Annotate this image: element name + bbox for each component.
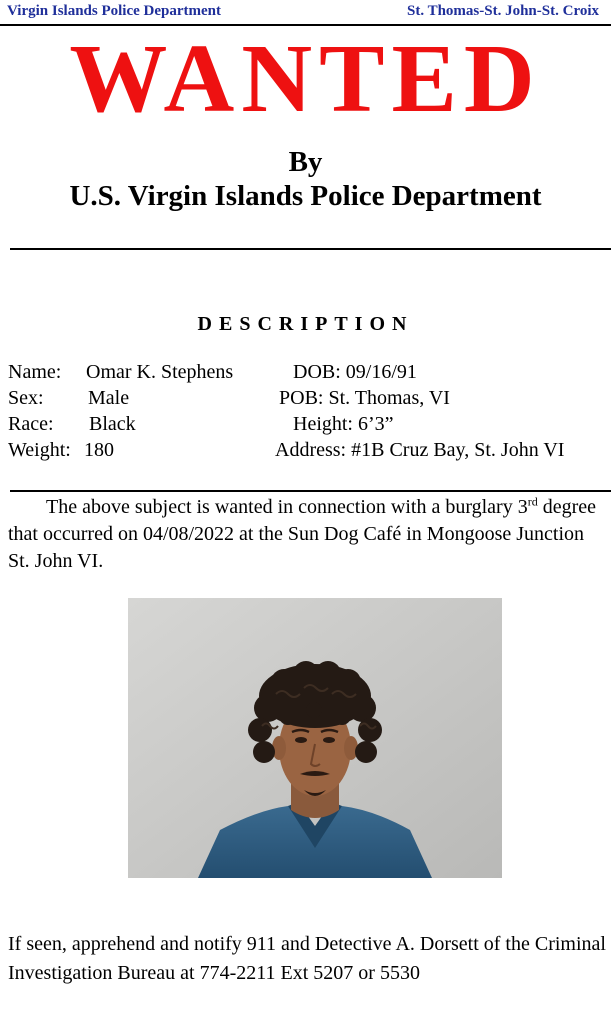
address-label: Address:	[275, 439, 347, 461]
divider-middle	[10, 490, 611, 492]
name-label: Name:	[8, 361, 62, 383]
race-value: Black	[89, 413, 136, 435]
department-name: U.S. Virgin Islands Police Department	[69, 180, 542, 212]
name-value: Omar K. Stephens	[86, 361, 234, 383]
description-heading: DESCRIPTION	[197, 313, 414, 335]
address-value: #1B Cruz Bay, St. John VI	[351, 439, 565, 461]
height-field	[293, 413, 394, 436]
narrative-paragraph	[8, 494, 608, 575]
by-line: By	[288, 146, 323, 178]
notify-instructions: If seen, apprehend and notify 911 and Detective A. Dorsett of the Criminal Investigation Bureau at 774-2211 Ext 5207 or 5530	[8, 933, 606, 984]
weight-label: Weight:	[8, 439, 71, 461]
address-field	[275, 439, 564, 462]
divider-top	[10, 248, 611, 250]
pob-label: POB:	[279, 387, 324, 409]
dob-value: 09/16/91	[345, 361, 417, 383]
narrative-part2: degree that occurred on 04/08/2022 at the Sun Dog Café in Mongoose Junction St. John VI.	[8, 496, 597, 572]
narrative-part1: The above subject is wanted in connection with a burglary 3	[46, 496, 528, 518]
height-value: 6’3”	[358, 413, 394, 435]
dob-label: DOB:	[293, 361, 341, 383]
wanted-title: WANTED	[69, 25, 542, 133]
sex-label: Sex:	[8, 387, 44, 409]
pob-field	[279, 387, 450, 410]
header-department: Virgin Islands Police Department	[7, 3, 222, 19]
header-bar	[0, 0, 611, 26]
weight-value: 180	[84, 439, 114, 461]
pob-value: St. Thomas, VI	[328, 387, 450, 409]
narrative-superscript: rd	[527, 494, 538, 509]
sex-value: Male	[88, 387, 130, 409]
height-label: Height:	[293, 413, 353, 435]
suspect-photo	[128, 598, 502, 878]
dob-field	[293, 361, 417, 384]
race-label: Race:	[8, 413, 54, 435]
header-islands: St. Thomas-St. John-St. Croix	[407, 3, 599, 19]
